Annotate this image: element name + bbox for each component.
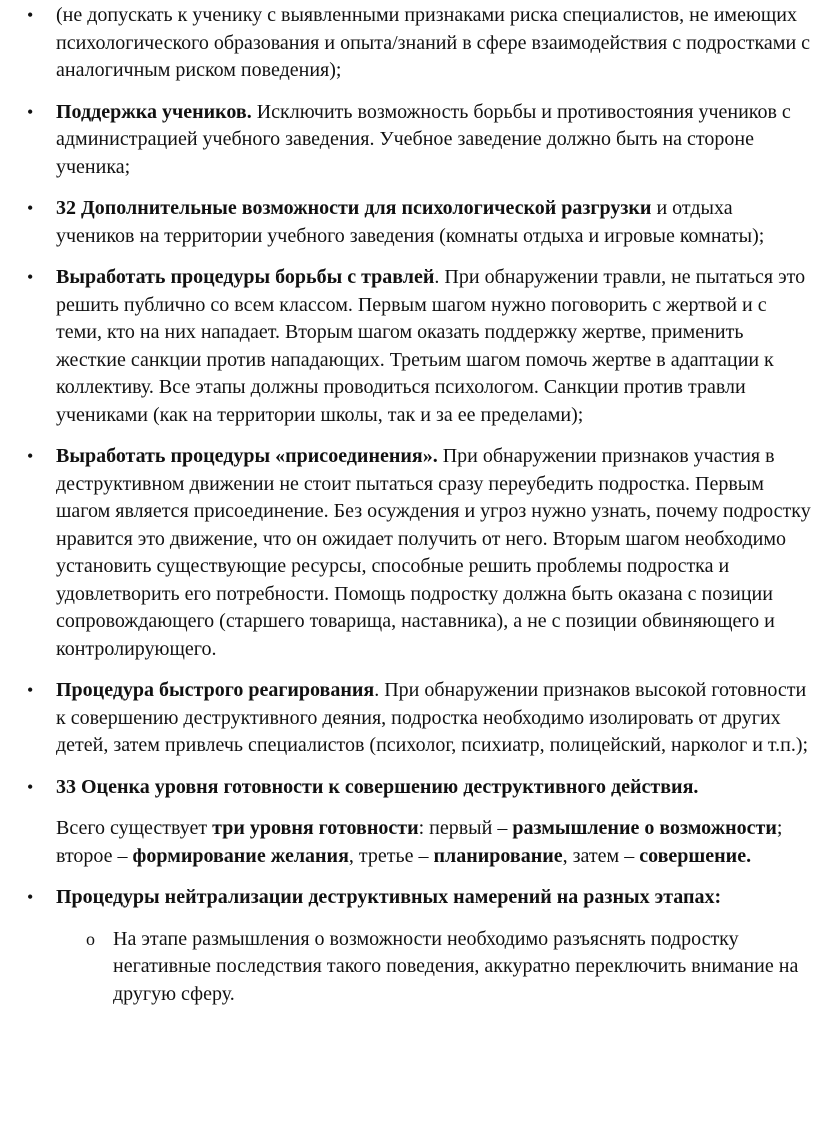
bullet-icon: • xyxy=(27,680,34,700)
readiness-paragraph xyxy=(0,815,816,870)
document-page xyxy=(0,2,816,1018)
text-run: , третье – xyxy=(348,844,434,867)
sub-item-reflection-stage xyxy=(0,926,816,1009)
bold-run: размышление о возможности xyxy=(512,817,777,839)
bold-run: совершение. xyxy=(639,844,752,867)
item-heading: Процедура быстрого реагирования xyxy=(56,679,375,701)
item-heading: Процедуры нейтрализации деструктивных намерений на разных этапах: xyxy=(56,886,722,908)
list-item-rapid-response xyxy=(0,677,816,760)
bold-run: формирование желания xyxy=(132,844,349,867)
sub-item-text: На этапе размышления о возможности необходимо разъяснять подростку негативные последствия такого поведения, аккуратно переключить внимание на другую сферу. xyxy=(113,927,799,1005)
bullet-icon: • xyxy=(27,776,34,797)
list-item-bullying xyxy=(0,264,816,429)
item-heading: 33 Оценка уровня готовности к совершению деструктивного действия. xyxy=(56,775,699,798)
item-text: Исключить возможность борьбы и противостояния учеников с администрацией учебного заведения. Учебное заведение должно быть на стороне ученика; xyxy=(56,100,791,178)
bullet-icon: • xyxy=(27,101,34,122)
circle-bullet-icon: o xyxy=(86,928,95,949)
item-heading: Поддержка учеников. xyxy=(56,100,252,123)
item-heading: 32 Дополнительные возможности для психологической разгрузки xyxy=(56,197,652,219)
item-heading: Выработать процедуры «присоединения». xyxy=(56,445,438,467)
text-run: Всего существует xyxy=(56,817,213,839)
list-item-joining xyxy=(0,443,816,663)
text-run: : первый – xyxy=(418,817,513,839)
item-heading: Выработать процедуры борьбы с травлей xyxy=(56,266,435,288)
item-text: (не допускать к ученику с выявленными признаками риска специалистов, не имеющих психологического образования и опыта/знаний в сфере взаимодействия с подростками с аналогичным риском поведения); xyxy=(56,4,811,81)
bullet-icon: • xyxy=(27,5,34,25)
bold-run: три уровня готовности xyxy=(212,817,419,839)
bullet-icon: • xyxy=(27,446,34,466)
text-run: ; второе – xyxy=(56,817,783,867)
bullet-icon: • xyxy=(27,198,34,218)
bold-run: планирование xyxy=(433,844,563,867)
list-item-neutralization xyxy=(0,884,816,912)
item-text: При обнаружении признаков участия в деструктивном движении не стоит пытаться сразу переубедить подростка. Первым шагом является присоединение. Без осуждения и угроз нужно узнать, почему подростку нравится это движение, что он ожидает получить от него. Вторым шагом необходимо установить существующие ресурсы, способные решить проблемы подростка и удовлетворить его потребности. Помощь подростку должна быть оказана с позиции сопровождающего (старшего товарища, наставника), а не с позиции обвиняющего и контролирующего. xyxy=(56,445,811,660)
list-item-specialists xyxy=(0,2,816,85)
list-item-student-support xyxy=(0,99,816,182)
list-item-relaxation xyxy=(0,195,816,250)
item-text: . При обнаружении травли, не пытаться это решить публично со всем классом. Первым шагом нужно поговорить с жертвой и с теми, кто на них нападает. Вторым шагом оказать поддержку жертве, применить жесткие санкции против нападающих. Третьим шагом помочь жертве в адаптации к коллективу. Все этапы должны проводиться психологом. Санкции против травли учениками (как на территории школы, так и за ее пределами); xyxy=(56,266,806,426)
list-item-readiness-assessment xyxy=(0,774,816,802)
text-run: , затем – xyxy=(562,844,640,867)
bullet-icon: • xyxy=(27,267,34,287)
item-text: и отдыха учеников на территории учебного заведения (комнаты отдыха и игровые комнаты); xyxy=(56,197,765,247)
item-text: . При обнаружении признаков высокой готовности к совершению деструктивного деяния, подростка необходимо изолировать от других детей, затем привлечь специалистов (психолог, психиатр, полицейский, нарколог и т.п.); xyxy=(56,679,809,756)
bullet-icon: • xyxy=(27,887,34,907)
